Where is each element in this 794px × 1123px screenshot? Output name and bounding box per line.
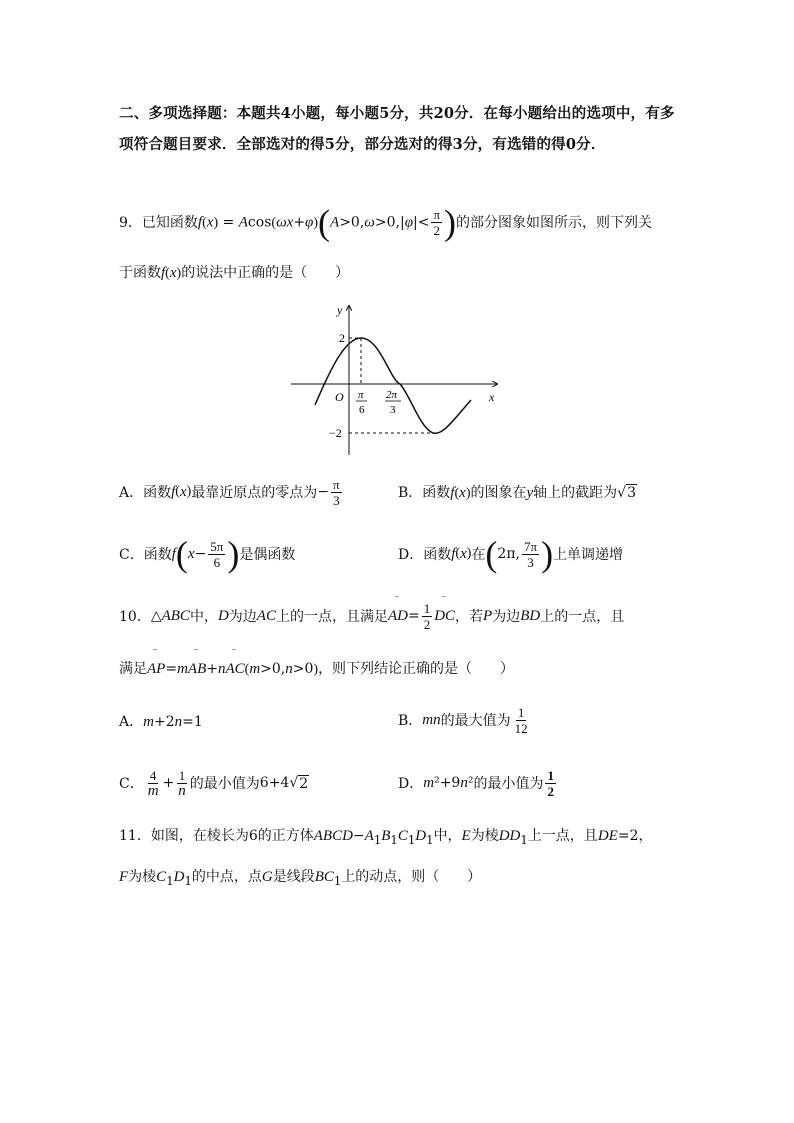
q9-line1 [119,204,652,240]
tick-2: 2 [339,331,345,345]
q9-option-b[interactable]: B．函数f(x)的图象在y轴上的截距为√3 [398,485,636,501]
y-label: y [337,303,343,317]
q10-line1: 10． △ ABC 中， D 为边 AC 上的一点，且满足 ‾ AD = $\frac{1}{2}$ ‾ DC ，若 P 为边 BD 上的一点，且 [119,598,624,634]
q9-number: 9． [119,215,142,231]
x-label: x [489,390,495,404]
q9-option-c[interactable]: C．函数 f ( x − $\frac{5\pi}{6}$ ) 是偶函数 [119,534,296,574]
tick-minus-2: −2 [329,426,342,440]
q9-function-formula: f(x) = Acos(ωx+φ)(A>0,ω>0,|φ|< $\frac{\pi}{2}$ ) [197,202,457,242]
q10-option-a[interactable]: A．m+2n=1 [119,714,203,730]
tick-2pi3-num: 2π [386,389,398,401]
tick-pi6-num: π [358,389,364,401]
q10-line2: 满足‾ AP=m‾ AB+n‾ AC(m>0,n>0)，则下列结论正确的是（ ） [119,658,514,678]
tick-2pi3-den: 3 [390,404,396,416]
q11-line1: 11．如图，在棱长为6的正方体$ABCD-A_1B_1C_1D_1$中，E为棱$DD_1$上一点，且DE=2， [119,828,653,847]
q9-line2: 于函数f(x)的说法中正确的是（ ） [119,265,350,281]
section-title: 二、多项选择题：本题共4小题，每小题5分，共20分．在每小题给出的选项中，有多项符合题目要求．全部选对的得5分，部分选对的得3分，有选错的得0分． [119,105,675,153]
origin-label: O [335,390,344,404]
q9-line2-prefix: 于函数 [119,265,161,281]
q10-option-b[interactable]: B． mn 的最大值为 $\frac{1}{12}$ [398,704,528,736]
q11-line2: F为棱$C_1D_1$的中点，点G是线段$BC_1$上的动点，则（ ） [119,869,482,888]
q9-option-a[interactable]: A．函数 f ( x ) 最靠近原点的零点为 − $\frac{\pi}{3}$ [119,476,340,508]
tick-pi6-den: 6 [359,404,365,416]
q9-cosine-graph [285,300,505,460]
q10-option-d[interactable]: D． m ²+9 n ² 的最小值为 $\frac{1}{2}$ [398,767,554,799]
cosine-curve [315,338,471,433]
q9-suffix: 的部分图象如图所示，则下列关 [456,215,653,231]
q9-option-d[interactable]: D．函数 f ( x ) 在 ( 2π, $\frac{7\pi}{3}$ ) 上单调递增 [398,534,624,574]
q10-option-c[interactable]: C． $\frac{4}{m}$ + $\frac{1}{n}$ 的最小值为 6+4√ 2 [119,767,309,799]
q9-prefix: 已知函数 [141,215,198,231]
q9-line2-suffix: 的说法中正确的是（ ） [181,265,350,281]
